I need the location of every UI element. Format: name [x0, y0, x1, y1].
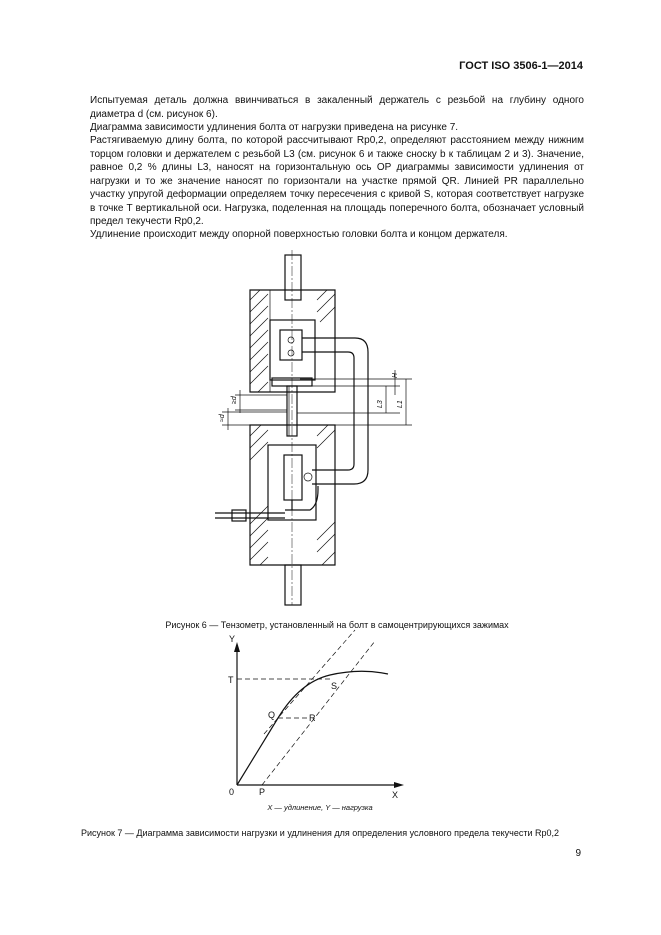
lower-clamp [250, 425, 335, 565]
label-x: X [392, 790, 399, 800]
top-shaft [285, 255, 301, 300]
label-d2: ≈d [219, 414, 226, 422]
label-h: H [392, 372, 399, 378]
label-p: P [259, 787, 266, 797]
figure-7-legend: X — удлинение, Y — нагрузка [267, 803, 373, 812]
extensometer-arm-inner [302, 352, 354, 470]
top-clamp [250, 290, 335, 392]
standard-header: ГОСТ ISO 3506-1—2014 [459, 60, 583, 72]
label-s: S [331, 681, 338, 691]
load-extension-curve [237, 671, 388, 785]
lower-clamp-hatch [250, 425, 335, 565]
x-axis-arrow [394, 782, 404, 788]
figure-6-drawing [215, 250, 412, 605]
label-d1: ≥d [231, 396, 238, 404]
offset-line-pr [262, 641, 375, 785]
top-clamp-hatch [250, 290, 335, 392]
paragraph-1: Испытуемая деталь должна ввинчиваться в закаленный держатель с резьбой на глубину одного диаметра d (см. рисунок 6). [90, 95, 584, 120]
label-l1: L1 [397, 400, 404, 408]
top-clamp-cavity [270, 320, 315, 380]
screw-circle-2 [288, 350, 294, 356]
page-number: 9 [575, 848, 581, 859]
label-l3: L3 [377, 400, 384, 408]
bottom-shaft [285, 565, 301, 605]
screw-circle-1 [288, 337, 294, 343]
extensometer-upper-block [280, 330, 302, 360]
paragraph-2: Диаграмма зависимости удлинения болта от нагрузки приведена на рисунке 7. [90, 122, 459, 133]
label-origin: 0 [229, 787, 235, 797]
pivot-circle [304, 473, 312, 481]
figure-7-chart [228, 630, 404, 800]
label-r: R [309, 713, 316, 723]
figure-7-caption: Рисунок 7 — Диаграмма зависимости нагрузки и удлинения для определения условного предела текучести Rp0,2 [80, 828, 559, 838]
label-y: Y [229, 634, 236, 644]
label-q: Q [268, 710, 276, 720]
extensometer-lower-block [284, 455, 302, 500]
paragraph-4: Удлинение происходит между опорной поверхностью головки болта и концом держателя. [90, 229, 508, 240]
side-probe-nut [232, 510, 246, 521]
paragraph-3: Растягиваемую длину болта, по которой рассчитывают Rp0,2, определяют расстоянием между нижним торцом головки и держателем с резьбой L3 (см. рисунок 6 и также сноску b к таблицам 2 и 3). Значение, равное 0,2 % длины L3, наносят на горизонтальную ось OP диаграммы зависимости удлинения от нагрузки и то же значение наносят по горизонтали на участке прямой QR. Линией PR параллельно участку упругой деформации определяем точку пересечения с кривой S, которая соответствует нагрузке в точке T вертикальной оси. Нагрузка, поделенная на площадь поперечного болта, обозначает условный предел текучести Rp0,2. [90, 135, 584, 227]
figure-6-caption: Рисунок 6 — Тензометр, установленный на болт в самоцентрирующихся зажимах [165, 620, 509, 630]
label-t: T [228, 675, 234, 685]
